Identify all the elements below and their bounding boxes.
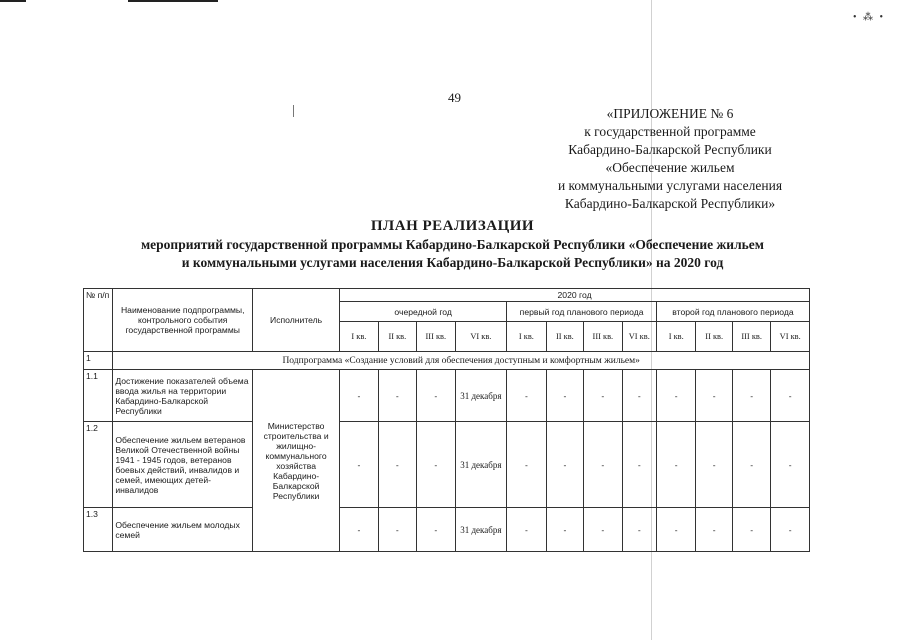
row-name: Обеспечение жильем молодых семей [113, 508, 253, 552]
header-quarter: I кв. [507, 322, 546, 352]
subprogram-index: 1 [84, 352, 113, 370]
row-index: 1.3 [84, 508, 113, 552]
row-cell-date: 31 декабря [455, 422, 507, 508]
row-cell: - [340, 422, 378, 508]
row-cell-date: 31 декабря [455, 370, 507, 422]
subtitle-line: и коммунальными услугами населения Кабардино-Балкарской Республики» на 2020 год [181, 255, 724, 270]
page-number: 49 [448, 90, 461, 105]
row-cell: - [696, 508, 732, 552]
row-name: Обеспечение жильем ветеранов Великой Отечественной войны 1941 - 1945 годов, ветеранов боевых действий, инвалидов и семей, имеющих детей-инвалидов [113, 422, 253, 508]
header-executor: Исполнитель [253, 289, 340, 352]
row-cell: - [546, 508, 583, 552]
header-quarter: III кв. [417, 322, 455, 352]
table-row [84, 370, 810, 422]
table-row [84, 508, 810, 552]
header-quarter: III кв. [584, 322, 622, 352]
plan-table [83, 288, 810, 552]
row-name: Достижение показателей объема ввода жилья на территории Кабардино-Балкарской Республики [113, 370, 253, 422]
appendix-line: Кабардино-Балкарской Республики [568, 142, 772, 157]
row-cell: - [732, 370, 770, 422]
appendix-line: к государственной программе [584, 124, 756, 139]
row-cell: - [340, 370, 378, 422]
row-cell: - [771, 422, 810, 508]
header-quarter: II кв. [696, 322, 732, 352]
header-quarter: I кв. [657, 322, 696, 352]
row-cell: - [417, 422, 455, 508]
row-index: 1.2 [84, 422, 113, 508]
row-cell: - [696, 422, 732, 508]
row-cell: - [378, 508, 416, 552]
executor-cell: Министерство строительства и жилищно-коммунального хозяйства Кабардино-Балкарской Республики [253, 370, 340, 552]
row-cell: - [546, 370, 583, 422]
row-cell: - [657, 508, 696, 552]
row-cell: - [584, 422, 622, 508]
header-name: Наименование подпрограммы, контрольного события государственной программы [113, 289, 253, 352]
document-title: ПЛАН РЕАЛИЗАЦИИ [370, 218, 535, 234]
row-index: 1.1 [84, 370, 113, 422]
appendix-line: Кабардино-Балкарской Республики» [564, 196, 776, 211]
row-cell: - [507, 422, 546, 508]
row-cell: - [622, 370, 656, 422]
appendix-block [520, 105, 820, 213]
header-quarter: VI кв. [771, 322, 810, 352]
appendix-line: и коммунальными услугами населения [557, 178, 783, 193]
row-cell: - [507, 370, 546, 422]
document-subtitle [0, 236, 905, 272]
header-period: очередной год [340, 302, 507, 322]
row-cell: - [340, 508, 378, 552]
row-cell: - [622, 508, 656, 552]
header-year: 2020 год [340, 289, 810, 302]
row-cell: - [622, 422, 656, 508]
row-cell: - [417, 370, 455, 422]
row-cell: - [546, 422, 583, 508]
row-cell: - [732, 508, 770, 552]
header-quarter: VI кв. [455, 322, 507, 352]
header-period: второй год планового периода [657, 302, 810, 322]
header-num: № п/п [84, 289, 113, 352]
row-cell: - [417, 508, 455, 552]
header-quarter: III кв. [732, 322, 770, 352]
header-quarter: II кв. [378, 322, 416, 352]
row-cell: - [507, 508, 546, 552]
table-row [84, 422, 810, 508]
subprogram-title: Подпрограмма «Создание условий для обеспечения доступным и комфортным жильем» [113, 352, 810, 370]
scan-top-marks [0, 0, 300, 3]
header-quarter: II кв. [546, 322, 583, 352]
corner-mark: • ⁂ • [852, 12, 885, 23]
row-cell: - [771, 370, 810, 422]
header-period: первый год планового периода [507, 302, 657, 322]
row-cell: - [378, 370, 416, 422]
row-cell: - [584, 508, 622, 552]
row-cell: - [657, 422, 696, 508]
scan-mark [293, 105, 294, 117]
appendix-line: «Обеспечение жильем [605, 160, 735, 175]
header-quarter: VI кв. [622, 322, 656, 352]
row-cell: - [657, 370, 696, 422]
appendix-line: «ПРИЛОЖЕНИЕ № 6 [606, 106, 734, 121]
row-cell: - [771, 508, 810, 552]
row-cell: - [696, 370, 732, 422]
row-cell: - [732, 422, 770, 508]
row-cell-date: 31 декабря [455, 508, 507, 552]
header-quarter: I кв. [340, 322, 378, 352]
row-cell: - [378, 422, 416, 508]
row-cell: - [584, 370, 622, 422]
subtitle-line: мероприятий государственной программы Кабардино-Балкарской Республики «Обеспечение жильем [140, 237, 764, 252]
